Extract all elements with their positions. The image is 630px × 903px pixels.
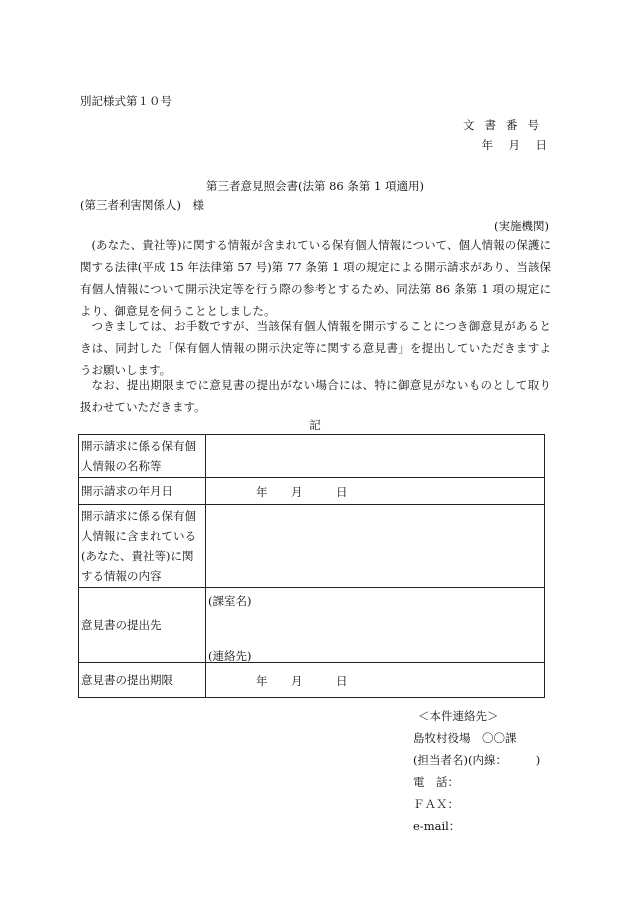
submission-destination-value <box>206 588 545 663</box>
issuing-organization-label: (実施機関) <box>494 219 549 233</box>
addressee: (第三者利害関係人) 様 <box>80 198 204 212</box>
contact-email: e-mail： <box>413 819 461 833</box>
info-name-value <box>206 435 545 478</box>
ki-heading: 記 <box>309 418 321 432</box>
deadline-month: 月 <box>291 674 303 688</box>
info-content-label: 開示請求に係る保有個人情報に含まれている(あなた、貴社等)に関する情報の内容 <box>79 505 206 588</box>
table-row <box>79 505 545 588</box>
document-number-label: 文書番号 <box>463 118 549 132</box>
deadline-day: 日 <box>336 674 348 688</box>
request-date-year: 年 <box>256 485 268 499</box>
submission-deadline-label: 意見書の提出期限 <box>79 663 206 698</box>
department-name-label: (課室名) <box>208 594 252 608</box>
table-row <box>79 435 545 478</box>
contact-fax: ＦＡＸ： <box>413 797 459 811</box>
request-date-label: 開示請求の年月日 <box>79 478 206 505</box>
info-table <box>78 434 545 698</box>
request-date-day: 日 <box>336 485 348 499</box>
info-content-value <box>206 505 545 588</box>
contact-person: (担当者名)(内線： ) <box>413 753 541 767</box>
body-paragraph-1: (あなた、貴社等)に関する情報が含まれている保有個人情報について、個人情報の保護に関する法律(平成 15 年法律第 57 号)第 77 条第 1 項の規定による開示請求があり、当該保有個人情報について開示決定等を行う際の参考とするため、同法第 86 条第 1 項の規定により、御意見を伺うこととしました。 <box>80 238 551 318</box>
request-date-month: 月 <box>291 485 303 499</box>
submission-deadline-value <box>206 663 545 698</box>
contact-heading: ＜本件連絡先＞ <box>418 709 499 723</box>
submission-destination-label: 意見書の提出先 <box>79 588 206 663</box>
document-title: 第三者意見照会書(法第 86 条第 1 項適用) <box>205 179 425 193</box>
body-paragraph-2: つきましては、お手数ですが、当該保有個人情報を開示することにつき御意見があるときは、同封した「保有個人情報の開示決定等に関する意見書」を提出していただきますようお願いします。 <box>80 319 551 377</box>
table-row <box>79 478 545 505</box>
deadline-year: 年 <box>256 674 268 688</box>
date-label: 年 月 日 <box>481 138 549 152</box>
table-row <box>79 663 545 698</box>
body-paragraph-3: なお、提出期限までに意見書の提出がない場合には、特に御意見がないものとして取り扱わせていただきます。 <box>80 378 551 414</box>
request-date-value <box>206 478 545 505</box>
info-name-label: 開示請求に係る保有個人情報の名称等 <box>79 435 206 478</box>
table-row <box>79 588 545 663</box>
contact-label: (連絡先) <box>208 649 252 663</box>
form-number: 別記様式第１０号 <box>80 94 172 108</box>
contact-office: 島牧村役場 〇〇課 <box>413 731 517 745</box>
contact-tel: 電 話： <box>413 775 459 789</box>
